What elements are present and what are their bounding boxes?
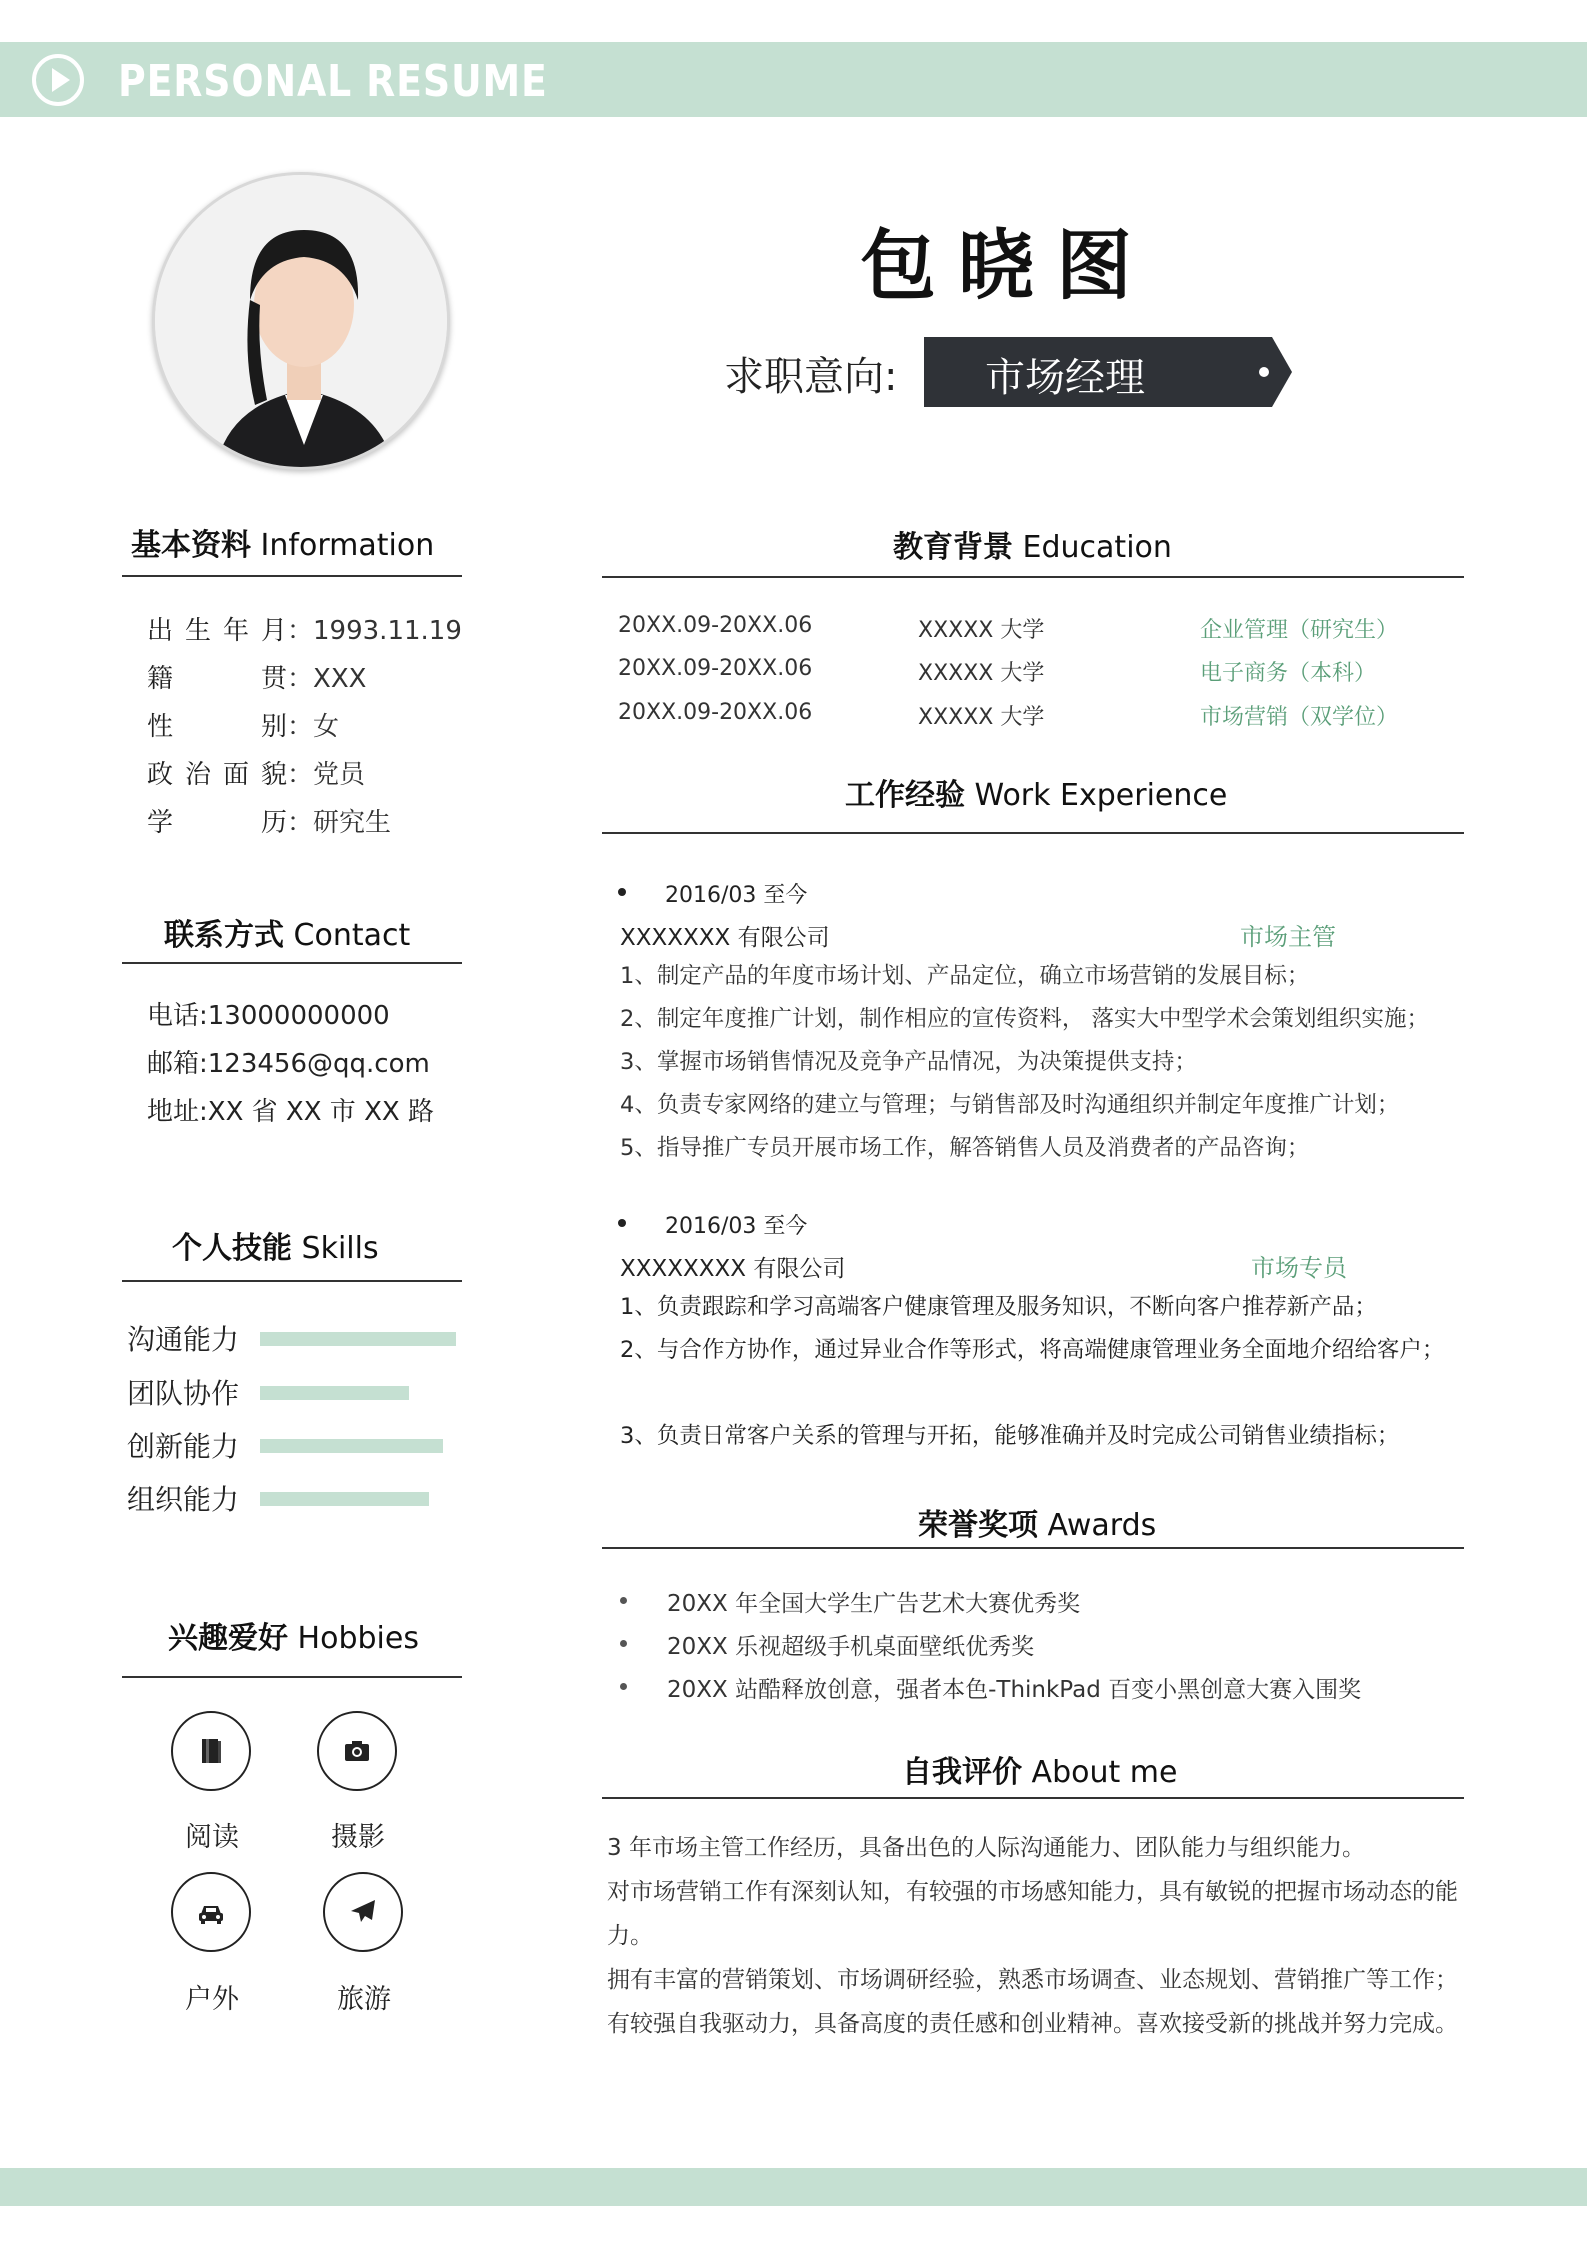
job-company: XXXXXXX 有限公司 xyxy=(620,925,830,951)
hobby-label: 旅游 xyxy=(337,1984,391,2015)
job-bullet xyxy=(618,1219,626,1227)
edu-school: XXXXX 大学 xyxy=(918,661,1045,686)
contact-divider xyxy=(122,962,462,964)
job-period: 2016/03 至今 xyxy=(665,1214,808,1239)
edu-school: XXXXX 大学 xyxy=(918,618,1045,643)
about-line: 拥有丰富的营销策划、市场调研经验，熟悉市场调查、业态规划、营销推广等工作；有较强自我驱动力，具备高度的责任感和创业精神。喜欢接受新的挑战并努力完成。 xyxy=(607,1967,1458,2037)
about-divider xyxy=(602,1797,1464,1799)
candidate-name: 包晓图 xyxy=(860,221,1154,310)
basic-info-divider xyxy=(122,575,462,577)
contact-title: 联系方式 Contact xyxy=(164,918,411,953)
job-duty: 1、制定产品的年度市场计划、产品定位，确立市场营销的发展目标； xyxy=(620,963,1310,989)
job-duty: 3、负责日常客户关系的管理与开拓，能够准确并及时完成公司销售业绩指标； xyxy=(620,1423,1400,1449)
hobbies-divider xyxy=(122,1676,462,1678)
car-icon xyxy=(171,1872,251,1952)
footer-bar xyxy=(0,2168,1587,2206)
contact-email: 邮箱:123456@qq.com xyxy=(147,1049,430,1079)
awards-title: 荣誉奖项 Awards xyxy=(918,1508,1157,1543)
hobby-label: 阅读 xyxy=(185,1822,239,1853)
education-title: 教育背景 Education xyxy=(893,530,1172,565)
about-title: 自我评价 About me xyxy=(902,1755,1178,1790)
award-bullet xyxy=(620,1683,627,1690)
edu-period: 20XX.09-20XX.06 xyxy=(618,656,813,681)
hobbies-title: 兴趣爱好 Hobbies xyxy=(168,1621,419,1656)
job-duty: 4、负责专家网络的建立与管理；与销售部及时沟通组织并制定年度推广计划； xyxy=(620,1092,1400,1118)
airplane-icon xyxy=(323,1872,403,1952)
skills-title: 个人技能 Skills xyxy=(172,1231,379,1266)
skill-name: 组织能力 xyxy=(127,1483,240,1516)
work-title: 工作经验 Work Experience xyxy=(845,778,1228,813)
work-divider xyxy=(602,832,1464,834)
contact-phone: 电话:13000000000 xyxy=(147,1001,390,1031)
play-circle-icon xyxy=(30,52,86,108)
edu-major: 市场营销（双学位） xyxy=(1200,705,1399,730)
award-item: 20XX 站酷释放创意，强者本色-ThinkPad 百变小黑创意大赛入围奖 xyxy=(667,1677,1362,1703)
about-line: 对市场营销工作有深刻认知，有较强的市场感知能力，具有敏锐的把握市场动态的能力。 xyxy=(607,1879,1458,1949)
skill-name: 创新能力 xyxy=(127,1430,240,1463)
award-item: 20XX 年全国大学生广告艺术大赛优秀奖 xyxy=(667,1591,1081,1617)
edu-school: XXXXX 大学 xyxy=(918,705,1045,730)
skill-name: 沟通能力 xyxy=(127,1323,240,1356)
edu-major: 企业管理（研究生） xyxy=(1200,618,1399,643)
job-intent-value: 市场经理 xyxy=(985,355,1145,401)
info-row-gender: 性别：女 xyxy=(147,712,340,742)
info-row-political: 政治面貌：党员 xyxy=(147,760,366,790)
award-item: 20XX 乐视超级手机桌面壁纸优秀奖 xyxy=(667,1634,1035,1660)
camera-icon xyxy=(317,1711,397,1791)
skill-bar xyxy=(260,1439,443,1453)
job-duty: 2、与合作方协作，通过异业合作等形式，将高端健康管理业务全面地介绍给客户； xyxy=(620,1337,1445,1363)
skill-bar xyxy=(260,1492,429,1506)
contact-address: 地址:XX 省 XX 市 XX 路 xyxy=(147,1097,434,1127)
book-icon xyxy=(171,1711,251,1791)
skill-bar xyxy=(260,1332,456,1346)
job-bullet xyxy=(618,888,626,896)
job-duty: 2、制定年度推广计划，制作相应的宣传资料， 落实大中型学术会策划组织实施； xyxy=(620,1006,1429,1032)
awards-divider xyxy=(602,1547,1464,1549)
job-duty: 3、掌握市场销售情况及竞争产品情况，为决策提供支持； xyxy=(620,1049,1197,1075)
skill-name: 团队协作 xyxy=(127,1377,240,1410)
education-divider xyxy=(602,576,1464,578)
edu-major: 电子商务（本科） xyxy=(1200,661,1377,686)
skill-bar xyxy=(260,1386,409,1400)
award-bullet xyxy=(620,1597,627,1604)
banner-title: PERSONAL RESUME xyxy=(118,56,548,107)
job-company: XXXXXXXX 有限公司 xyxy=(620,1256,846,1282)
job-duty: 1、负责跟踪和学习高端客户健康管理及服务知识，不断向客户推荐新产品； xyxy=(620,1294,1377,1320)
hobby-label: 户外 xyxy=(185,1984,239,2015)
basic-info-title: 基本资料 Information xyxy=(131,528,435,563)
hobby-label: 摄影 xyxy=(331,1822,385,1853)
job-intent-label: 求职意向: xyxy=(724,354,898,400)
job-period: 2016/03 至今 xyxy=(665,883,808,908)
skills-divider xyxy=(122,1280,462,1282)
info-row-birth: 出生年月：1993.11.19 xyxy=(147,616,462,646)
about-line: 3 年市场主管工作经历，具备出色的人际沟通能力、团队能力与组织能力。 xyxy=(607,1835,1365,1861)
info-row-native-place: 籍贯：XXX xyxy=(147,664,367,694)
job-role: 市场主管 xyxy=(1240,923,1336,951)
job-role: 市场专员 xyxy=(1251,1254,1347,1282)
profile-photo xyxy=(152,172,450,470)
edu-period: 20XX.09-20XX.06 xyxy=(618,613,813,638)
info-row-education: 学历：研究生 xyxy=(147,808,392,838)
job-duty: 5、指导推广专员开展市场工作，解答销售人员及消费者的产品咨询； xyxy=(620,1135,1310,1161)
edu-period: 20XX.09-20XX.06 xyxy=(618,700,813,725)
award-bullet xyxy=(620,1640,627,1647)
